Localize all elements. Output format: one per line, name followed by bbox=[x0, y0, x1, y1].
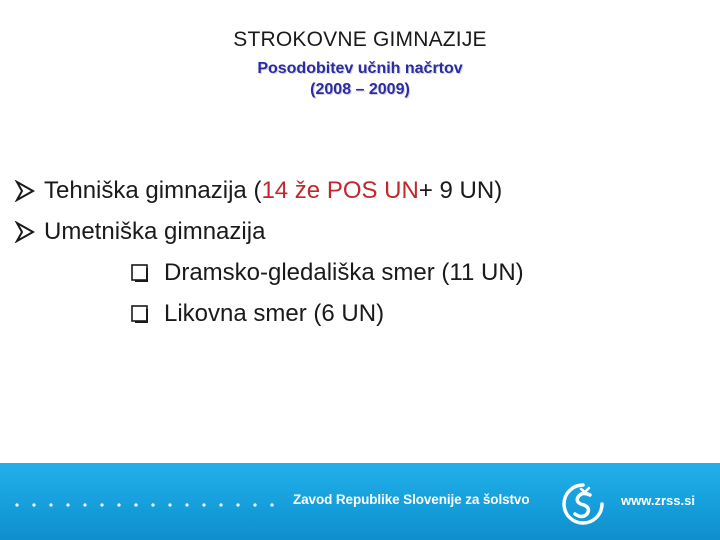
bullet-text-suffix: + 9 UN) bbox=[418, 176, 503, 204]
checkbox-bullet-icon bbox=[130, 263, 150, 283]
bullet-text: Umetniška gimnazija bbox=[44, 217, 266, 245]
bullet-list bbox=[14, 170, 524, 334]
subtitle-line-1: Posodobitev učnih načrtov bbox=[257, 60, 463, 77]
title-block bbox=[0, 28, 720, 100]
checkbox-bullet-icon bbox=[130, 304, 150, 324]
website-url: www.zrss.si bbox=[621, 493, 695, 508]
slide-title: STROKOVNE GIMNAZIJE bbox=[233, 28, 487, 51]
organization-name: Zavod Republike Slovenije za šolstvo bbox=[293, 492, 530, 507]
subtitle-line-2: (2008 – 2009) bbox=[310, 81, 410, 98]
subbullet-item-dramsko bbox=[14, 252, 524, 293]
bullet-item-umetniska bbox=[14, 211, 524, 252]
slide-subtitle bbox=[0, 58, 720, 100]
bullet-text-prefix: Tehniška gimnazija ( bbox=[44, 176, 262, 204]
footer-banner bbox=[0, 463, 720, 540]
arrow-bullet-icon bbox=[14, 180, 36, 202]
subbullet-text: Likovna smer (6 UN) bbox=[164, 299, 385, 327]
zrss-logo-icon bbox=[560, 481, 606, 527]
subbullet-item-likovna bbox=[14, 293, 524, 334]
arrow-bullet-icon bbox=[14, 221, 36, 243]
bullet-item-tehniska bbox=[14, 170, 524, 211]
bullet-text-highlight: 14 že POS UN bbox=[261, 176, 419, 204]
dotted-line-decoration bbox=[14, 493, 280, 513]
subbullet-text: Dramsko-gledališka smer (11 UN) bbox=[164, 258, 524, 286]
